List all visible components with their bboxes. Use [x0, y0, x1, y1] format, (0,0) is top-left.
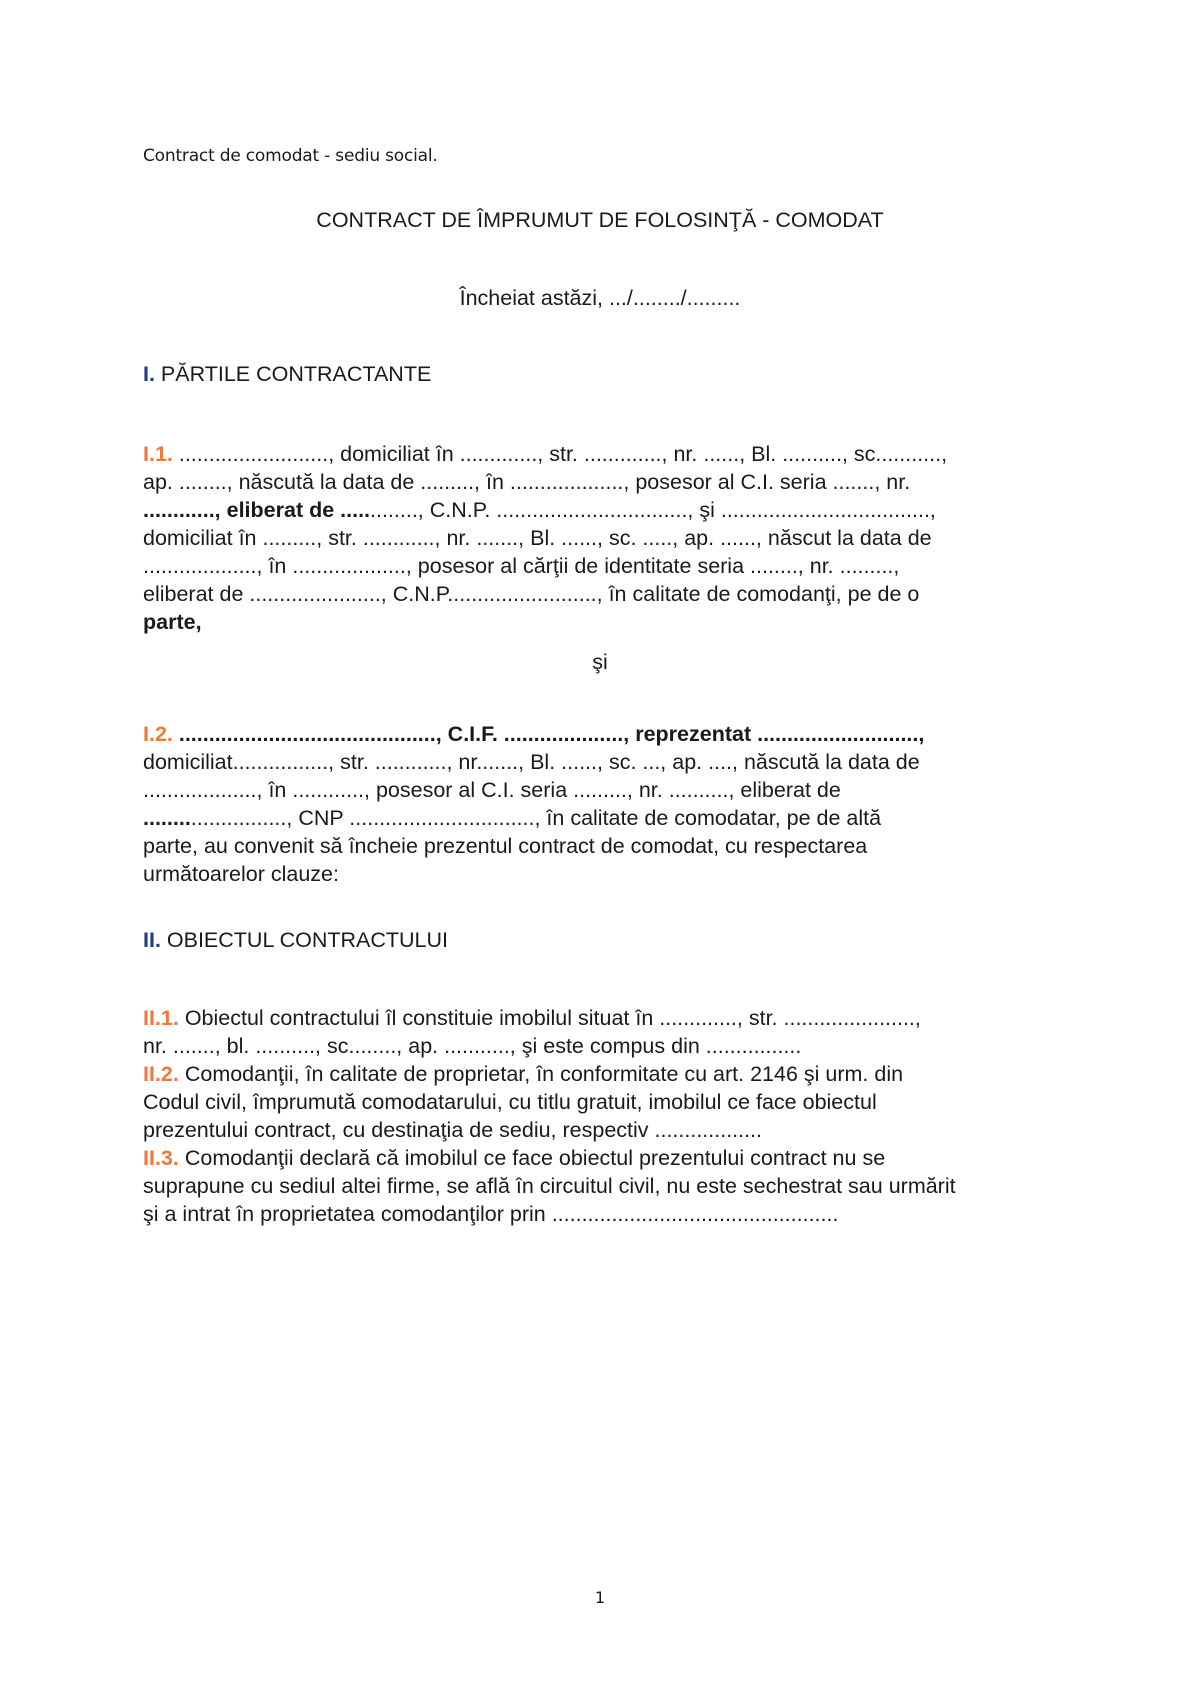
clause-1-1-line: parte, [143, 610, 202, 634]
contract-title [143, 208, 1057, 233]
clause-text: Obiectul contractului îl constituie imobilul situat în ............., str. ......................, [178, 1006, 921, 1030]
contract-title-regular: CONTRACT DE ÎMPRUMUT DE FOLOSINŢĂ - [316, 208, 776, 232]
clause-text: Comodanţii, în calitate de proprietar, în conformitate cu art. 2146 şi urm. din [178, 1062, 904, 1086]
clause-text-bold: ..........................................., C.I.F. ...................., reprezentat ..........................., [172, 722, 925, 746]
clause-1-2-line [143, 720, 1083, 748]
clause-2-2-line: prezentului contract, cu destinaţia de sediu, respectiv .................. [143, 1118, 763, 1142]
clause-1-1-line: ..................., în ..................., posesor al cărţii de identitate seria ........, nr. ........., [143, 554, 900, 578]
clause-number: II.2. [143, 1062, 179, 1086]
clause-1-2-line: următoarelor clauze: [143, 862, 339, 886]
document-caption: Contract de comodat - sediu social. [143, 146, 438, 166]
clause-number: II.3. [143, 1146, 179, 1170]
contract-title-bold: COMODAT [775, 208, 884, 232]
clause-1-1-line: eliberat de ......................, C.N.P........................., în calitate de comodanţi, pe de o [143, 582, 920, 606]
clause-number: I.1. [143, 442, 173, 466]
section-1-roman: I. [143, 362, 155, 386]
clause-1-2-line: domiciliat................, str. ............, nr......., Bl. ......, sc. ..., ap. ...., născută la data de [143, 750, 920, 774]
clause-1-1 [143, 440, 1083, 636]
clause-text: ................, CNP ..............................., în calitate de comodatar, pe de altă [190, 806, 882, 830]
page-number: 1 [594, 1588, 606, 1607]
clause-1-1-line: domiciliat în ........., str. ............, nr. ......., Bl. ......, sc. ....., ap. ......, născut la data de [143, 526, 932, 550]
clause-1-2 [143, 720, 1083, 888]
section-2-title: OBIECTUL CONTRACTULUI [160, 928, 449, 952]
clause-2-2-line [143, 1060, 1083, 1088]
section-2-clauses [143, 1004, 1083, 1228]
clause-1-2-line: ..................., în ............, posesor al C.I. seria ........., nr. .........., eliberat de [143, 778, 841, 802]
clause-2-3-line [143, 1144, 1083, 1172]
clause-text: Comodanţii declară că imobilul ce face obiectul prezentului contract nu se [178, 1146, 886, 1170]
clause-2-1-line [143, 1004, 1083, 1032]
clause-number: II.1. [143, 1006, 179, 1030]
clause-text-bold: ............, eliberat de ..... [143, 498, 371, 522]
clause-2-1-line: nr. ......., bl. .........., sc........, ap. ..........., şi este compus din ................ [143, 1034, 802, 1058]
and-connector: şi [592, 650, 608, 674]
clause-2-3-line: suprapune cu sediul altei firme, se află în circuitul civil, nu este sechestrat sau urmărit [143, 1174, 956, 1198]
clause-2-3-line: şi a intrat în proprietatea comodanţilor prin ................................................ [143, 1202, 839, 1226]
section-2-roman: II. [143, 928, 161, 952]
concluded-date: Încheiat astăzi, .../......../......... [459, 286, 741, 310]
clause-1-1-line: ap. ........, născută la data de ........., în ..................., posesor al C.I. seria ......., nr. [143, 470, 911, 494]
clause-1-1-line [143, 496, 1083, 524]
clause-text: ........, C.N.P. ................................, şi ..................................., [370, 498, 936, 522]
section-1-title: PĂRTILE CONTRACTANTE [154, 362, 432, 386]
clause-text-bold: ........ [143, 806, 191, 830]
clause-1-1-line [143, 440, 1083, 468]
clause-1-2-line [143, 804, 1083, 832]
clause-text: ........................., domiciliat în ............., str. ............., nr. ......, Bl. .........., sc..........., [172, 442, 948, 466]
section-2-heading [143, 928, 448, 953]
clause-2-2-line: Codul civil, împrumută comodatarului, cu titlu gratuit, imobilul ce face obiectul [143, 1090, 877, 1114]
section-1-heading [143, 362, 431, 387]
clause-1-2-line: parte, au convenit să încheie prezentul contract de comodat, cu respectarea [143, 834, 868, 858]
clause-number: I.2. [143, 722, 173, 746]
